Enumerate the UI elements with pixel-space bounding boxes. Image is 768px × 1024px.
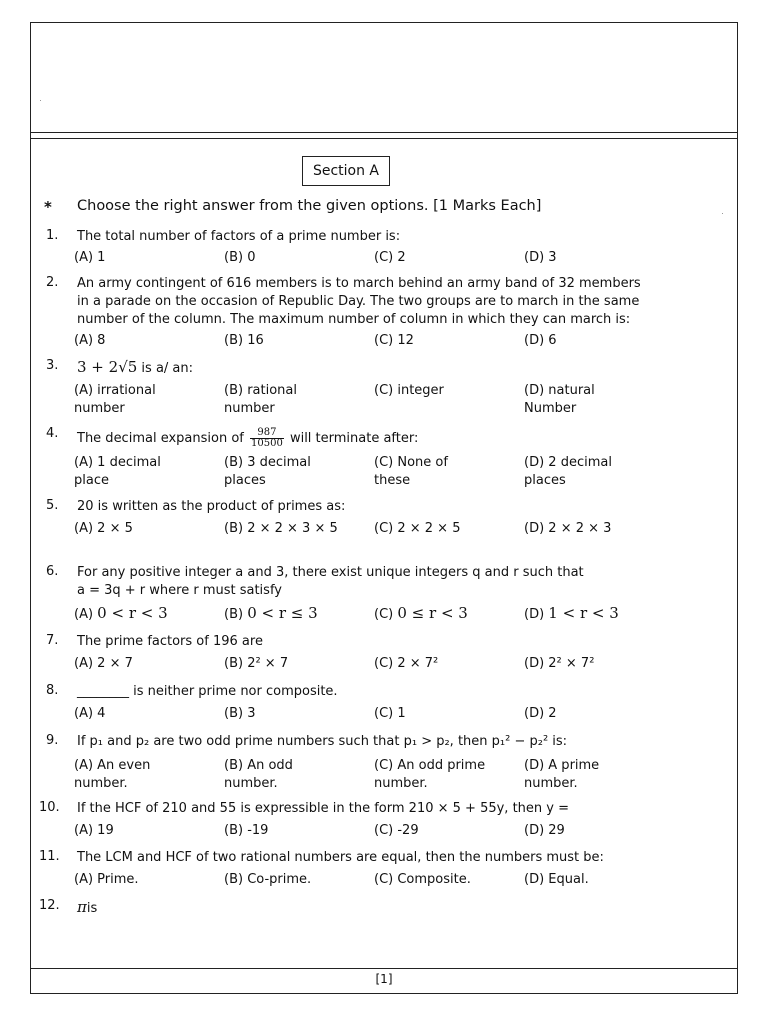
option-b: (B) 0 — [224, 250, 256, 265]
question-text: The prime factors of 196 are — [77, 634, 263, 649]
option-c: (C) 1 — [374, 706, 406, 721]
option-a: (A) 1 decimal place — [74, 455, 161, 488]
question-number: 5. — [46, 498, 59, 513]
option-label: (A) — [74, 607, 98, 622]
option-b: (B) 3 — [224, 706, 256, 721]
question-text-after: will terminate after: — [285, 431, 419, 446]
question-number: 8. — [46, 683, 59, 698]
question-line: For any positive integer a and 3, there exist unique integers q and r such that — [77, 565, 584, 580]
option-a: (A) 2 × 7 — [74, 656, 133, 671]
question-text-before: The decimal expansion of — [77, 431, 248, 446]
question-text — [77, 428, 677, 449]
option-b: (B) Co-prime. — [224, 872, 312, 887]
question-text: ________ is neither prime nor composite. — [77, 684, 338, 699]
option-b: (B) -19 — [224, 823, 269, 838]
option-a — [74, 604, 214, 624]
question-line: An army contingent of 616 members is to march behind an army band of 32 members — [77, 276, 641, 291]
header-divider-bottom — [30, 138, 738, 139]
question-number: 11. — [39, 849, 60, 864]
option-a: (A) 19 — [74, 823, 114, 838]
fraction-denominator: 10500 — [251, 438, 283, 449]
question-line: a = 3q + r where r must satisfy — [77, 583, 282, 598]
question-text-rest: is — [86, 901, 98, 916]
question-text: The total number of factors of a prime number is: — [77, 229, 401, 244]
question-text — [77, 898, 677, 918]
option-a: (A) An even number. — [74, 758, 151, 791]
option-c: (C) -29 — [374, 823, 419, 838]
question-number: 12. — [39, 898, 60, 913]
question-line: number of the column. The maximum number of column in which they can march is: — [77, 312, 631, 327]
option-d: (D) Equal. — [524, 872, 589, 887]
option-d: (D) 6 — [524, 333, 557, 348]
option-math: 0 < r < 3 — [97, 604, 168, 622]
question-number: 6. — [46, 564, 59, 579]
option-a: (A) irrational number — [74, 383, 156, 416]
instruction-marker: * — [44, 198, 52, 216]
option-b — [224, 604, 364, 624]
question-text: If p₁ and p₂ are two odd prime numbers such that p₁ > p₂, then p₁² − p₂² is: — [77, 734, 568, 749]
question-text-rest: is a/ an: — [137, 361, 194, 376]
option-a: (A) Prime. — [74, 872, 139, 887]
option-d: (D) natural Number — [524, 383, 595, 416]
footer-divider — [30, 968, 738, 969]
instruction-text: Choose the right answer from the given options. [1 Marks Each] — [77, 198, 542, 214]
option-a: (A) 2 × 5 — [74, 521, 133, 536]
option-math: 1 < r < 3 — [548, 604, 619, 622]
question-number: 3. — [46, 358, 59, 373]
question-number: 9. — [46, 733, 59, 748]
option-c: (C) 12 — [374, 333, 414, 348]
option-d: (D) 2 — [524, 706, 557, 721]
option-a: (A) 4 — [74, 706, 106, 721]
page-number: [1] — [375, 972, 393, 986]
option-b: (B) 2 × 2 × 3 × 5 — [224, 521, 338, 536]
header-divider-top — [30, 132, 738, 133]
option-b: (B) 3 decimal places — [224, 455, 311, 488]
option-c — [374, 604, 514, 624]
option-label: (B) — [224, 607, 248, 622]
option-math: 0 < r ≤ 3 — [247, 604, 318, 622]
option-c: (C) 2 × 2 × 5 — [374, 521, 461, 536]
option-d: (D) 2 decimal places — [524, 455, 612, 488]
speck — [722, 213, 723, 214]
option-c: (C) None of these — [374, 455, 448, 488]
question-text — [77, 275, 717, 329]
fraction-numerator: 987 — [250, 428, 284, 439]
option-label: (D) — [524, 607, 549, 622]
option-c: (C) An odd prime number. — [374, 758, 486, 791]
option-label: (C) — [374, 607, 398, 622]
question-text: The LCM and HCF of two rational numbers are equal, then the numbers must be: — [77, 850, 604, 865]
option-d: (D) 2² × 7² — [524, 656, 595, 671]
question-text: 20 is written as the product of primes as: — [77, 499, 346, 514]
option-math: 0 ≤ r < 3 — [397, 604, 468, 622]
option-b: (B) 16 — [224, 333, 264, 348]
option-c: (C) Composite. — [374, 872, 471, 887]
option-c: (C) 2 × 7² — [374, 656, 439, 671]
question-text — [77, 564, 677, 600]
option-d — [524, 604, 664, 624]
option-d: (D) 3 — [524, 250, 557, 265]
option-d: (D) 29 — [524, 823, 565, 838]
option-b: (B) 2² × 7 — [224, 656, 289, 671]
question-text: If the HCF of 210 and 55 is expressible in the form 210 × 5 + 55y, then y = — [77, 801, 570, 816]
option-c: (C) integer — [374, 383, 444, 398]
option-a: (A) 1 — [74, 250, 106, 265]
question-number: 2. — [46, 275, 59, 290]
section-title: Section A — [302, 156, 390, 186]
speck — [40, 100, 41, 101]
fraction — [250, 428, 284, 449]
option-b: (B) rational number — [224, 383, 297, 416]
question-text — [77, 358, 677, 378]
option-d: (D) A prime number. — [524, 758, 600, 791]
question-number: 7. — [46, 633, 59, 648]
option-c: (C) 2 — [374, 250, 406, 265]
option-a: (A) 8 — [74, 333, 106, 348]
option-d: (D) 2 × 2 × 3 — [524, 521, 612, 536]
question-line: in a parade on the occasion of Republic Day. The two groups are to march in the same — [77, 294, 640, 309]
math-expression: 3 + 2√5 — [77, 358, 138, 376]
math-symbol: π — [77, 898, 87, 916]
question-number: 4. — [46, 426, 59, 441]
question-number: 10. — [39, 800, 60, 815]
option-b: (B) An odd number. — [224, 758, 293, 791]
question-number: 1. — [46, 228, 59, 243]
